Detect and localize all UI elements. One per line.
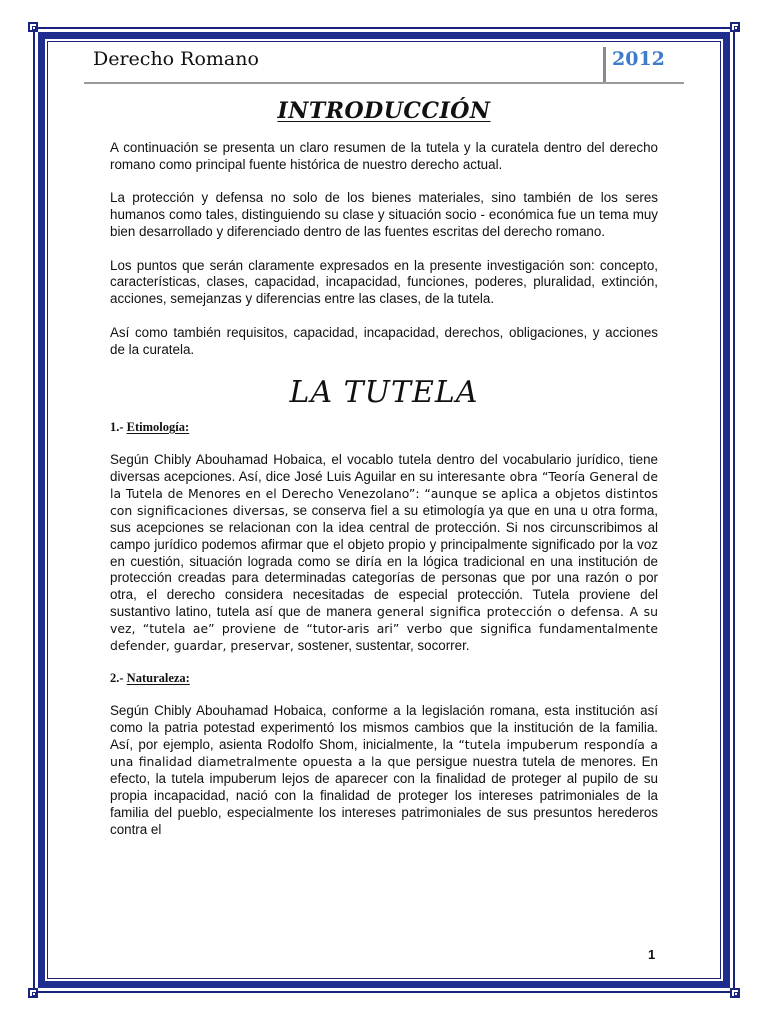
intro-paragraph: A continuación se presenta un claro resumen de la tutela y la curatela dentro del derecho romano como principal fuente histórica de nuestro derecho actual.: [110, 140, 658, 172]
header-divider: [603, 47, 606, 83]
text-run: se conserva fiel a su etimología ya que en una u otra forma, sus acepciones se relacionan con la idea central de protección. Si nos circunscribimos al campo jurídico podemos afirmar que el objeto propio y principalmente significado por la voz en cuestión, situación lograda como se diría en la lógica tradicional en una institución de protección creadas para determinadas categorías de personas que por una razón o por otra, el derecho considera necesitadas de especial protección. Tutela proviene del sustantivo latino, tutela así que de manera: [110, 502, 658, 620]
intro-paragraph: Los puntos que serán claramente expresados en la presente investigación son: concepto, características, clases, capacidad, incapacidad, funciones, poderes, pluralidad, extinción, acciones, semejanzas y diferencias entre las clases, de la tutela.: [110, 257, 658, 307]
subsection-number: 2.-: [110, 671, 124, 686]
border-corner-ornament: [730, 22, 740, 32]
naturaleza-paragraph: [110, 703, 658, 838]
subsection-number: 1.-: [110, 420, 124, 435]
text-run: sostener, sustentar, socorrer.: [293, 638, 470, 654]
text-run: persigue nuestra tutela de menores. En efecto, la tutela impuberum lejos de aparecer con la finalidad de proteger al pupilo de su propia incapacidad, nació con la finalidad de proteger los intereses patrimoniales de la familia del pueblo, especialmente los intereses patrimoniales de sus presuntos herederos contra el: [110, 754, 658, 837]
subsection-title: Etimología:: [126, 420, 190, 435]
header-rule: [84, 82, 684, 84]
subsection-heading-naturaleza: [110, 671, 658, 686]
border-corner-ornament: [28, 22, 38, 32]
intro-heading: INTRODUCCIÓN: [277, 98, 491, 124]
quoted-text-run: “tutela impuberum respondía a una finalidad diametralmente opuesta a la que: [110, 737, 658, 770]
etimologia-paragraph: [110, 452, 658, 655]
section-heading-tutela: LA TUTELA: [289, 375, 479, 411]
header-title: Derecho Romano: [93, 48, 259, 70]
text-run: Según Chibly Abouhamad Hobaica, conforme a la legislación romana, esta institución así como la patria potestad experimentó los mismos cambios que la institución de la familia. Así, por ejemplo, asienta Rodolfo Shom, inicialmente, la: [110, 703, 658, 753]
intro-paragraph: La protección y defensa no solo de los bienes materiales, sino también de los seres humanos como tales, distinguiendo su clase y situación socio - económica fue un tema muy bien desarrollado y diferenciado dentro de las fuentes escritas del derecho romano.: [110, 190, 658, 240]
quoted-text-run: ante obra “Teoría General de la Tutela de Menores en el Derecho Venezolano”: “aunque se aplica a objetos distintos con significaciones diversas,: [110, 468, 658, 518]
subsection-title: Naturaleza:: [126, 671, 190, 686]
border-corner-ornament: [730, 988, 740, 998]
quoted-text-run: general significa protección o defensa. A su vez, “tutela ae” proviene de “tutor-aris ari” verbo que significa fundamentalmente defender, guardar, preservar,: [110, 604, 658, 654]
text-run: Según Chibly Abouhamad Hobaica, el vocablo tutela dentro del vocabulario jurídico, tiene diversas acepciones. Así, dice José Luis Aguilar en su interes: [110, 452, 658, 484]
border-corner-ornament: [28, 988, 38, 998]
page-number: 1: [648, 947, 656, 962]
intro-paragraph: Así como también requisitos, capacidad, incapacidad, derechos, obligaciones, y acciones de la curatela.: [110, 324, 658, 357]
document-body: [110, 98, 658, 855]
header-year: 2012: [612, 48, 665, 70]
subsection-heading-etimologia: [110, 420, 658, 435]
